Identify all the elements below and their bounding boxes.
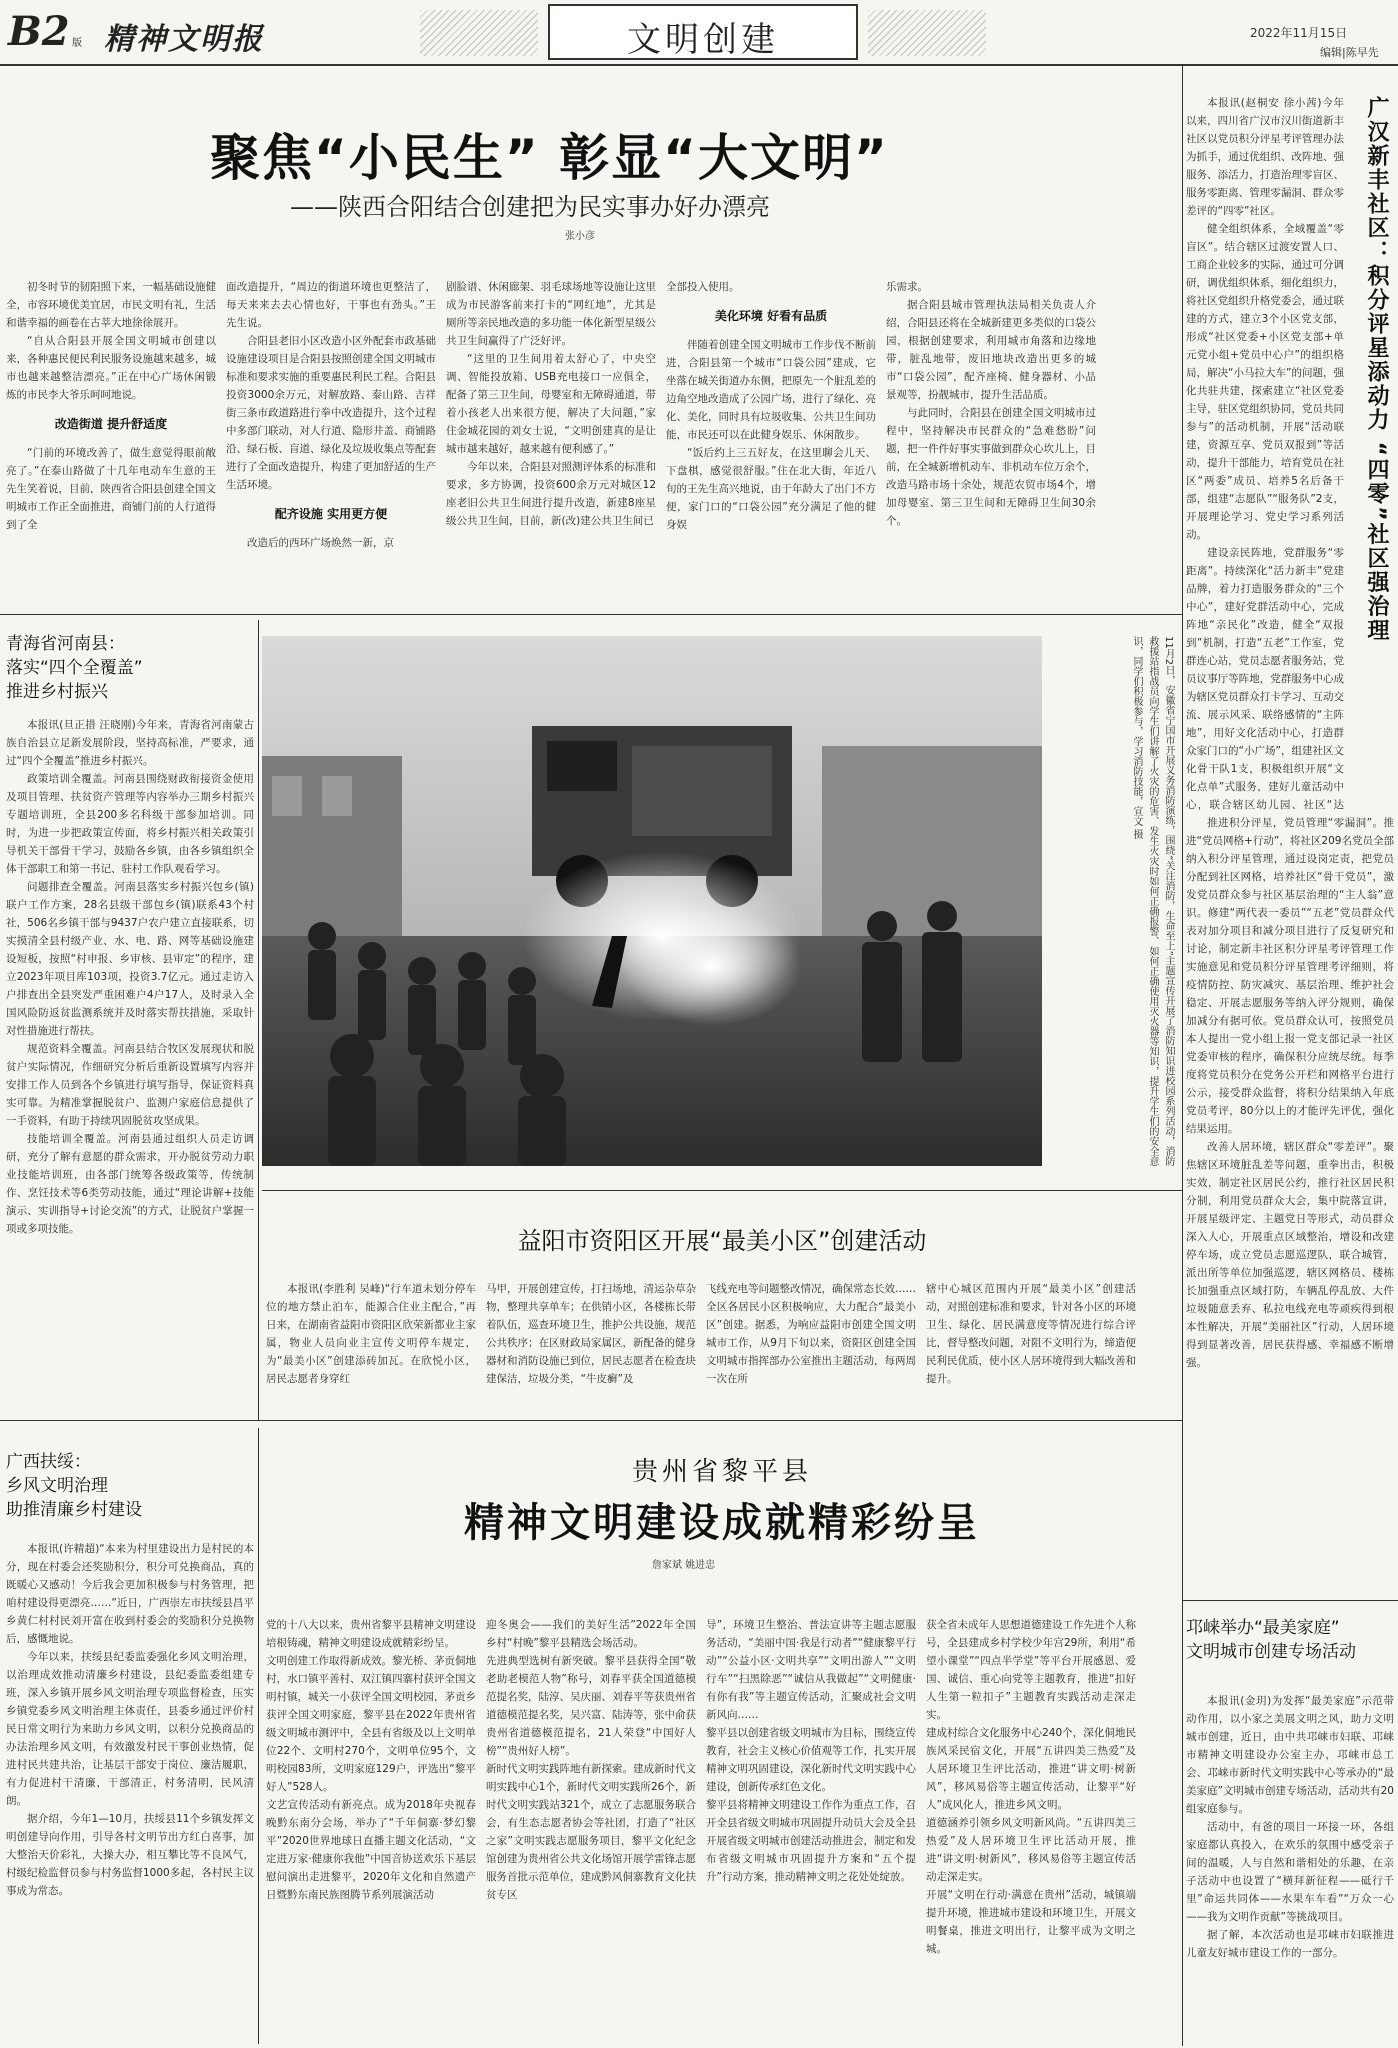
masthead-hatch-right [868,10,986,56]
qinghai-paragraph: 政策培训全覆盖。河南县围绕财政衔接资金使用及项目管理、扶贫资产管理等内容举办三期乡村振兴专题培训班，全县200多名科级干部参加培训。同时，为进一步把政策宣传面，将乡村振兴相关政策引导机关干部骨干学习，鼓励各乡镇，由各乡镇组织全体干部职工和第一书记、驻村工作队观看学习。 [6,773,254,875]
guizhou-column-3: 导”，环境卫生整治、普法宣讲等主题志愿服务活动，“美丽中国·我是行动者”“健康黎平行动”“公益小区·文明共享”“文明出游人”“文明行车”“扫黑除恶”“诚信从我做起”“文明健康·有你有我”等主题宣传活动，汇聚成社会文明新风向…… 黎平县以创建省级文明城市为目标，围绕宣传教育，社会主义核心价值观等工作，扎实开展精神文明巩固建设，深化新时代文明实践中心建设，创新传承红色文化。 黎平县将精神文明建设工作作为重点工作，召开全县省级文明城市巩固提升动员大会及全县开展省级文明城市创建活动推进会，制定和发布省级文明城市巩固提升方案和“五个提升”行动方案，推动精神文明之花处处绽放。 [706,1619,916,1883]
qionglai-title [1186,1616,1396,1664]
yiyang-column-4: 辖中心城区范围内开展“最美小区”创建活动，对照创建标准和要求，针对各小区的环境卫生、绿化、居民满意度等情况进行综合评比，督导整改问题，对阻不文明行为，缔造便民利民优质，使小区人居环境得到大幅改善和提升。 [926,1283,1136,1385]
photo-caption: 11月2日，安徽省宁国市开展义务消防演练，围绕“关注消防，生命至上”主题宣传开展了消防知识进校园系列活动，消防救援站指战员向学生们讲解了火灾的危害、发生火灾时如何正确报警、如何正确使用灭火器等知识，提升学生们的安全意识，同学们积极参与，学习消防技能，宣文 摄 [1131,636,1174,1166]
issue-date: 2022年11月15日 [1250,26,1348,40]
lead-subheading: 改造街道 提升舒适度 [54,417,168,431]
lead-paragraph: 全部投入使用。 [666,281,740,293]
lead-paragraph: “这里的卫生间用着太舒心了，中央空调、智能投放箱、USB充电接口一应俱全，配备了第三卫生间，母婴室和无障碍通道，带着小孩老人出来很方便，解决了大问题，”家住金城花园的刘女士说，“文明创建真的是让城市越来越好，越来越有便利感了。” [446,353,656,455]
feature-paragraph: 健全组织体系，全域覆盖“零盲区”。结合辖区过渡安置人口、工商企业较多的实际，通过可分调研，调优组织体系，细化组织力，将社区党组织升格党委会，通过联建的方式，建立3个小区党支部，形成“社区党委+小区党支部+单元党小组+党员中心户”的组织格局，解决“小马拉大车”的问题，强化共驻共建，探索建立“社区党委主导，驻区党组织协同，党员共同参与”的活动机制，开展“活动联建，资源互享、党员双报到”等活动，提升干部能力，培育党员在社区“两委”成员、培养5名后备干部，组建“志愿队”“服务队”2支，开展理论学习、党史学习系列活动。 [1186,223,1344,541]
lead-paragraph: 改造后的西环广场焕然一新，京 [247,537,394,549]
guangxi-paragraph: 据介绍，今年1—10月，扶绥县11个乡镇发挥文明创建导向作用，引导各村文明节出方红白喜事，加大整治天价彩礼，大操大办，相互攀比等不良风气，村级纪检监督员参与村务监督1000多起，各村民主议事成为常态。 [6,1813,254,1897]
qionglai-paragraph: 活动中，有爸的项目一环接一环，各组家庭都认真投入，在欢乐的氛围中感受亲子间的温暖，人与自然和谐相处的乐趣，在亲子活动中也设置了“横拜新征程——砥行千里”命运共同体——水果车车看”“万众一心——我为文明作贡献”等挑战项目。 [1186,1821,1394,1923]
qinghai-paragraph: 问题排查全覆盖。河南县落实乡村振兴包乡(镇)联户工作方案，28名县级干部包乡(镇)联系43个村社，506名乡镇干部与9437户农户建立直接联系，切实摸清全县村级产业、水、电、路、网等基础设施建设短板，按照“村申报、乡审核、县审定”的程序，建立2023年项目库103项，投资3.7亿元。通过走访入户排查出全县突发严重困难户4户17人，及时录入全国风险防返贫监测系统并及时落实帮扶措施，采取针对性措施进行帮扶。 [6,881,254,1037]
yiyang-column-3: 飞线充电等问题整改情况，确保常态长效……全区各居民小区积极响应，大力配合“最美小区”创建。据悉，为响应益阳市创建全国文明城市工作，从9月下旬以来，资阳区创建全国文明城市指挥部办公室推出主题活动，每两周一次在所 [706,1283,916,1385]
lead-paragraph: 面改造提升，“周边的街道环境也更整洁了，每天来来去去心情也好，干事也有劲头。”王先生说。 [226,281,436,329]
guangxi-paragraph: 本报讯(许精超)“本来为村里建设出力是村民的本分，现在村委会还奖励积分，积分可兑换商品，真的既暖心又感动！今后我会更加积极参与村务管理，把咱村建设得更漂亮……”近日，广西崇左市扶绥县昌平乡黄仁村村民刘开富在收到村委会的奖励积分兑换物后，感慨地说。 [6,1543,254,1645]
lead-column-1 [6,278,216,608]
section-title: 文明创建 [627,20,779,60]
lead-paragraph: 伴随着创建全国文明城市工作步伐不断前进，合阳县第一个城市“口袋公园”建成，它坐落在城关街道办东侧，把原先一个脏乱差的边角空地改造成了公园广场，进行了绿化、亮化、美化，同时具有垃圾收集、公共卫生间功能，市民还可以在此健身娱乐、休闲散步。 [666,339,876,441]
feature-paragraph: 改善人居环境，辖区群众“零差评”。聚焦辖区环境脏乱差等问题，重拳出击，积极实效，制定社区居民公约，推行社区居民积分制，利用党员群众大会，集中院落宣讲，开展星级评定、主题党日等形式，动员群众深入人心，开展重点区域整治，增设和改建停车场，成立党员志愿巡逻队，联合城管，派出所等单位加强巡逻，辖区网格员、楼栋长加强重点区域打防，车辆乱停乱放、大件垃圾随意丢弃、私拉电线充电等顽疾得到根本性解决，开展“美丽社区”行动，人居环境得到显著改善，居民获得感、幸福感不断增强。 [1186,1141,1394,1369]
qionglai-paragraph: 据了解，本次活动也是邛崃市妇联推进儿童友好城市建设工作的一部分。 [1186,1929,1394,1959]
qinghai-title-line: 落实“四个全覆盖” [6,658,143,678]
qionglai-title-line: 邛崃举办“最美家庭” [1186,1618,1340,1638]
divider-guangxi [258,1428,259,2044]
lead-column-2 [226,278,436,608]
guangxi-title-line: 助推清廉乡村建设 [6,1500,142,1520]
news-photo [262,636,1042,1166]
qinghai-paragraph: 规范资料全覆盖。河南县结合牧区发展现状和脱贫户实际情况，作细研究分析后重新设置填写内容并安排工作人员到各个乡镇进行填写指导，保证资料真实可靠。为精准掌握脱贫户、监测户家庭信息提供了一手资料，有助于持续巩固脱贫攻坚成果。 [6,1043,254,1127]
lead-paragraph: 与此同时，合阳县在创建全国文明城市过程中，坚持解决市民群众的“急难愁盼”问题，把一件件好事实事做到群众心坎儿上，目前，在全城新增机动车、非机动车位万余个，改造马路市场十余处，规范农贸市场4个，增加母婴室、第三卫生间和无障碍卫生间30余个。 [886,407,1096,527]
qionglai-body [1186,1692,1394,2044]
lead-bottom-rule [0,614,1182,615]
feature-paragraph: 建设亲民阵地，党群服务“零距离”。持续深化“活力新丰”党建品牌，着力打造服务群众的“三个中心”，建好党群活动中心，完成阵地“亲民化”改造，健全“双报到”机制，打造“五老”工作室，党群连心站，党员志愿者服务站，党员议事厅等阵地，党群服务中心成为辖区党员群众打卡学习、互动交流、展示风采、联络感情的“主阵地”，用好文化活动中心，打造群众家门口的“小广场”，组建社区文化骨干队1支，积极组织开展“文化点单”式服务，建好儿童活动中心，联合辖区幼儿园、社区“达 [1186,547,1344,811]
qinghai-title-line: 推进乡村振兴 [6,682,108,702]
lead-subheading: 美化环境 好看有品质 [714,309,828,323]
guizhou-column-4: 获全省未成年人思想道德建设工作先进个人称号，全县建成乡村学校少年宫29所，利用“希望小课堂”“四点半学堂”等平台开展感恩、爱国、诚信、重心向党等主题教育，推进“扣好人生第一粒扣子”主题教育实践活动走深走实。 建成村综合文化服务中心240个，深化侗地民族风采民宿文化，开展“五讲四美三热爱”及人居环境卫生评比活动，推进“讲文明·树新风”，移风易俗等主题宣传活动，让黎平“好人”成风化人，推进乡风文明。 道德涵养引领乡风文明新风尚。“五讲四美三热爱”及人居环境卫生评比活动开展，推进“讲文明·树新风”，移风易俗等主题宣传活动走深走实。 开展“文明在行动·满意在贵州”活动，城镇端提升环境，推进城市建设和环境卫生，开展文明餐桌，推进文明出行，让黎平成为文明之城。 [926,1619,1136,1955]
lead-headline: 聚焦“小民生” 彰显“大文明” [210,129,889,187]
feature-paragraph: 本报讯(赵桐安 徐小茜)今年以来，四川省广汉市汉川街道新丰社区以党员积分评星考评管理办法为抓手，通过优组织、改阵地、强服务、添活力，打造治理零盲区、服务零距离、管理零漏洞、群众零差评的“四零”社区。 [1186,97,1344,217]
qinghai-paragraph: 本报讯(旦正措 汪晓刚)今年来，青海省河南蒙古族自治县立足新发展阶段，坚持高标准，严要求，通过“四个全覆盖”推进乡村振兴。 [6,719,254,767]
right-feature-body [1186,94,1344,814]
yiyang-title: 益阳市资阳区开展“最美小区”创建活动 [517,1227,927,1255]
editor: 编辑|陈早先 [1320,46,1379,59]
lead-paragraph: 据合阳县城市管理执法局相关负责人介绍，合阳县还将在全城新建更多类似的口袋公园，根据创建要求，利用城市角落和边缘地带，脏乱地带，废旧地块改造出更多的城市“口袋公园”，配齐座椅、健身器材、小品景观等，扮靓城市，提升生活品质。 [886,299,1096,401]
qionglai-paragraph: 本报讯(金玥)为发挥“最美家庭”示范带动作用，以小家之美展文明之风，助力文明城市创建，近日，由中共邛崃市妇联、邛崃市精神文明建设办公室主办，邛崃市总工会、邛崃市新时代文明实践中心等承办的“最美家庭”文明城市创建专场活动，活动共有20组家庭参与。 [1186,1695,1394,1815]
lead-subheading: 配齐设施 实用更方便 [274,507,388,521]
lead-column-5 [886,278,1096,608]
qionglai-title-line: 文明城市创建专场活动 [1186,1642,1356,1662]
page-code [8,10,70,54]
lead-paragraph: 初冬时节的韧阳照下来，一幅基础设施健全，市容环境优美宜居，市民文明有礼，生活和谐幸福的画卷在古莘大地徐徐展开。 [6,281,216,329]
guangxi-title [6,1450,246,1522]
yiyang-column-1: 本报讯(李胜利 吴峰)“行车道未划分停车位的地方禁止泊车，能源合住业主配合，”再日来，在湖南省益阳市资阳区欣荣新都业主家属，物业人员向业主宣传文明停车规定，为“最美小区”创建添砖加瓦。在欣悦小区，居民志愿者身穿红 [266,1283,476,1385]
guangxi-title-line: 乡风文明治理 [6,1476,108,1496]
lead-paragraph: 合阳县老旧小区改造小区外配套市政基础设施建设项目是合阳县按照创建全国文明城市标准和要求实施的重要惠民利民工程。合阳县投资3000余万元，对解放路、泰山路、吉祥街三条市政道路进行拳中改造提升，这个过程中多部门联动，对人行道、隐形井盖、商铺路沿、绿石板、盲道、绿化及垃圾收集点等配套进行了全面改造提升，构建了更加舒适的生产生活环境。 [226,335,436,491]
lead-column-3 [446,278,656,608]
guizhou-byline: 詹家斌 姚进忠 [652,1560,716,1571]
guizhou-column-1: 党的十八大以来，贵州省黎平县精神文明建设培根铸魂，精神文明建设成就精彩纷呈。 文明创建工作取得新成效。黎光桥、茅贡侗地村，水口镇平善村、双江镇四寨村获评全国文明村镇，城关一小获评全国文明校园，茅贡乡获评全国文明家庭，黎平县在2022年贵州省级文明城市测评中，全县有省级及以上文明单位22个、文明村270个，文明单位95个，文明校园83所，文明家庭129户，评选出“黎平好人”528人。 文艺宣传活动有新亮点。成为2018年央视春晚黔东南分会场，举办了“千年侗寨·梦幻黎平”2020世界地球日直播主题文化活动，“文定进万家·健康你我他”中国音协送欢乐下基层慰问演出走进黎平，2020年文化和自然遗产日暨黔东南民族图腾节系列展演活动 [266,1619,476,1901]
lead-paragraph: 剧脸谱、休闲廊架、羽毛球场地等设施让这里成为市民游客前来打卡的“网红地”，尤其是厕所等亲民地改造的多功能一体化新型星级公共卫生间赢得了广泛好评。 [446,281,656,347]
yiyang-column-2: 马甲，开展创建宣传，打扫场地，清运杂草杂物，整理共享单车；在供销小区，各楼栋长带着队伍，巡查环境卫生，推护公共设施，规范公共秩序；在区财政局家属区，新配备的健身器材和消防设施已到位，居民志愿者在检查块建保洁，垃圾分类，“牛皮癣”及 [486,1283,696,1385]
qinghai-title-line: 青海省河南县： [6,634,125,654]
paper-name: 精神文明报 [104,22,264,57]
qionglai-top-rule [1182,1600,1398,1601]
page-code-number: B2 [8,8,70,55]
qinghai-title [6,632,246,704]
lead-paragraph: “饭后约上三五好友，在这里聊会儿天、下盘棋，感觉很舒服。”住在北大街，年近八旬的王先生高兴地说，由于年龄大了出门不方便，家门口的“口袋公园”充分满足了他的健身娱 [666,447,876,531]
lead-column-4 [666,278,876,608]
divider-right-column [1182,66,1183,2046]
guangxi-title-line: 广西扶绥： [6,1452,91,1472]
guizhou-column-2: 迎冬奥会——我们的美好生活”2022年全国乡村“村晚”黎平县精选会场活动。 先进典型选树有新突破。黎平县获得全国“敬老助老模范人物”称号，刘春平获全国道德模范提名奖，陆淳、吴庆丽、刘春平等获贵州省道德模范提名奖，吴兴富、陆涛等，张中俞获贵州省道德模范提名，21人荣登“中国好人榜”“贵州好人榜”。 新时代文明实践阵地有新探索。建成新时代文明实践中心1个，新时代文明实践所26个，新时代文明实践站321个，成立了志愿服务联合会，有生态志愿者协会等社团，打造了“社区之家”文明实践志愿服务项目，黎平文化纪念馆创建为贵州省公共文化场馆开展学雷锋志愿服务首批示范单位，建成黔风侗寨教育文化扶贫专区 [486,1619,696,1901]
qinghai-paragraph: 技能培训全覆盖。河南县通过组织人员走访调研，充分了解有意愿的群众需求，开办脱贫劳动力职业技能培训班，由各部门统筹各级政策等，传统制作、烹饪技术等6类劳动技能，通过“理论讲解+技能演示、实训指导+讨论交流”的方式，让脱贫户掌握一项或多项技能。 [6,1133,254,1235]
page-suffix: 版 [72,38,82,49]
masthead-hatch-left [420,10,538,56]
masthead [0,0,1398,64]
lead-subhead: ——陕西合阳结合创建把为民实事办好办漂亮 [290,193,770,221]
lead-paragraph: “自从合阳县开展全国文明城市创建以来，各种惠民便民利民服务设施越来越多，城市也越来越整洁漂亮。”正在中心广场休闲锻炼的市民李大爷乐呵呵地说。 [6,335,216,401]
lead-byline: 张小彦 [565,231,595,242]
lead-paragraph: 乐需求。 [886,281,928,293]
guizhou-kicker: 贵州省黎平县 [631,1457,812,1487]
guizhou-headline: 精神文明建设成就精彩纷呈 [464,1500,980,1546]
guangxi-body [6,1540,254,2040]
fire-drill-photo [262,636,1042,1166]
qinghai-body [6,716,254,1400]
guangxi-paragraph: 今年以来，扶绥县纪委监委强化乡风文明治理，以治理成效推动清廉乡村建设，县纪委监委组建专班，深入乡镇开展乡风文明治理专项监督检查，压实乡镇党委乡风文明治理主体责任，县委乡通过评价村民日常文明行为来助力乡风文明，以积分兑换商品的办法治理乡风文明，有效激发村民干事创业热情，促进村民共建共治，让基层干部安于岗位、廉洁履职，有力促进村干清廉，干部清正，村务清明，民风清朗。 [6,1651,254,1807]
section-banner [548,4,858,60]
feature-paragraph: 推进积分评星，党员管理“零漏洞”。推进“党员网格+行动”，将社区209名党员全部纳入积分评星管理，通过设岗定责，把党员分配到社区网格，培养社区“骨干党员”，激发党员群众参与社区基层治理的“主人翁”意识。修建“两代表一委员”“五老”党员群众代表对加分项目和减分项目进行了反复研究和讨论，制定新丰社区积分评星考评管理工作实施意见和党员积分评星管理考评细则，将疫情防控、防灾减灾、基层治理、维护社会稳定、开展志愿服务等纳入评分规则，确保加减分有据可依。党员群众认可，按照党员本人提出一党小组上报一党支部记录一社区党委审核的程序，确保积分应统尽统。每季度将党员积分在党务公开栏和网格平台进行公示，接受群众监督，将积分结果纳入年底党员考评，80分以上的才能评先评优，强化结果运用。 [1186,817,1394,1135]
photo-bottom-rule [262,1190,1182,1191]
lead-paragraph: 今年以来，合阳县对照测评体系的标准和要求，多方协调，投资600余万元对城区12座老旧公共卫生间进行提升改造，新建8座星级公共卫生间，目前，新(改)建公共卫生间已 [446,461,656,527]
lead-paragraph: “门前的环境改善了，做生意觉得眼前敞亮了。”在泰山路做了十几年电动车生意的王先生笑着说，目前，陕西省合阳县创建全国文明城市工作正全面推进，商铺门前的人行道得到了全 [6,447,216,531]
yiyang-bottom-rule [0,1420,1182,1421]
right-feature-title: 广汉新丰社区：积分评星添动力 “四零”社区强治理 [1364,96,1389,643]
right-feature-body-cont [1186,814,1394,1574]
divider-left-column [258,620,259,1420]
masthead-rule [0,64,1398,66]
